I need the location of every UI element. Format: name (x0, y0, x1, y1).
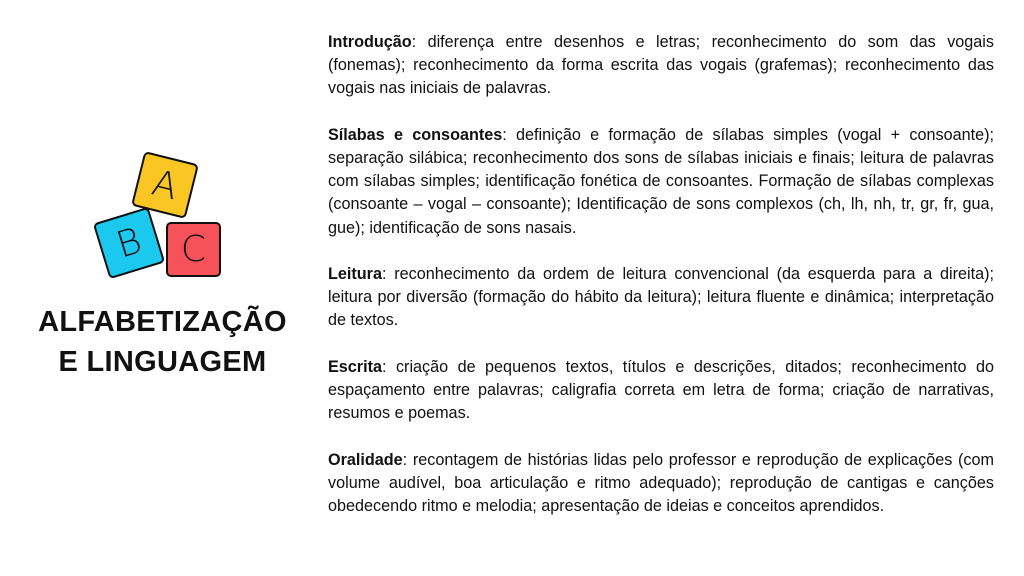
section-escrita (328, 356, 994, 426)
section-heading: Oralidade (328, 450, 403, 469)
title-line-2: E LINGUAGEM (58, 346, 267, 378)
block-b-icon (93, 207, 165, 279)
page-title (20, 302, 305, 382)
title-line-1: ALFABETIZAÇÃO (38, 306, 287, 338)
section-oralidade (328, 449, 994, 519)
section-text: : diferença entre desenhos e letras; reconhecimento do som das vogais (fonemas); reconhecimento da forma escrita das vogais (grafemas); reconhecimento das vogais nas iniciais de palavras. (328, 33, 994, 98)
section-introducao (328, 31, 994, 101)
section-heading: Introdução (328, 33, 412, 51)
section-heading: Sílabas e consoantes (328, 125, 503, 144)
section-text: : criação de pequenos textos, títulos e descrições, ditados; reconhecimento do espaçamento entre palavras; caligrafia correta em letra de forma; criação de narrativas, resumos e poemas. (328, 357, 994, 423)
section-heading: Leitura (328, 265, 382, 283)
section-text: : definição e formação de sílabas simples (vogal + consoante); separação silábica; reconhecimento dos sons de sílabas iniciais e finais; leitura de palavras com sílabas simples; identificação fonética de consoantes. Formação de sílabas complexas (consoante – vogal – consoante); Identificação de sons complexos (ch, lh, nh, tr, gr, fr, gua, gue); identificação de sons nasais. (328, 125, 994, 237)
block-letter: B (111, 219, 147, 267)
abc-blocks-logo (95, 148, 235, 288)
block-letter: C (180, 229, 207, 270)
section-silabas (328, 124, 994, 240)
section-leitura (328, 263, 994, 333)
block-letter: A (148, 162, 182, 208)
section-text: : reconhecimento da ordem de leitura convencional (da esquerda para a direita); leitura por diversão (formação do hábito da leitura); leitura fluente e dinâmica; interpretação de textos. (328, 265, 994, 330)
left-panel (20, 0, 305, 576)
section-text: : recontagem de histórias lidas pelo professor e reprodução de explicações (com volume audível, boa articulação e ritmo adequado); reprodução de cantigas e canções obedecendo ritmo e melodia; apresentação de ideias e conceitos aprendidos. (328, 450, 994, 515)
block-c-icon (166, 222, 221, 277)
section-heading: Escrita (328, 357, 382, 376)
content (328, 31, 994, 541)
